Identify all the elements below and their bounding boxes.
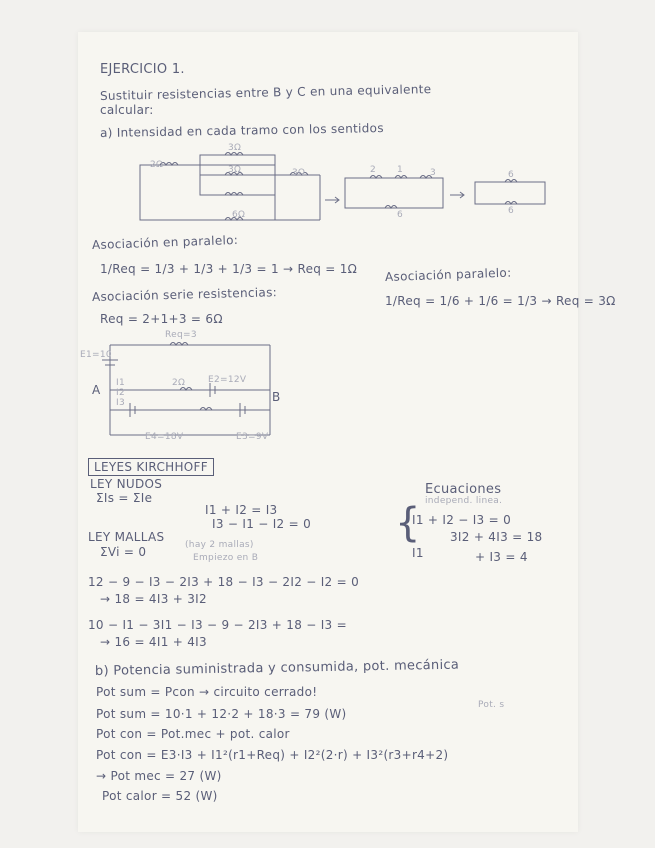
part-b-line-4: Pot con = E3·I3 + I1²(r1+Req) + I2²(2·r) + I3²(r3+r4+2) xyxy=(96,748,449,762)
equation-1: I1 + I2 − I3 = 0 xyxy=(412,513,512,527)
c2-req: Req=3 xyxy=(165,330,197,340)
c2-node-b: B xyxy=(272,390,281,404)
parallel1-heading: Asociación en paralelo: xyxy=(91,232,239,252)
node-eq-1: I1 + I2 = I3 xyxy=(205,503,278,517)
parallel2-heading: Asociación paralelo: xyxy=(384,265,512,284)
equations-brace: { xyxy=(395,500,421,546)
c1-r-mid: 3Ω xyxy=(228,165,242,175)
meshes-start: Empiezo en B xyxy=(193,553,259,563)
equation-3-b: + I3 = 4 xyxy=(475,550,528,564)
parallel2-formula: 1/Req = 1/6 + 1/6 = 1/3 → Req = 3Ω xyxy=(385,294,616,308)
part-b-line-6: Pot calor = 52 (W) xyxy=(102,789,218,803)
parallel1-formula: 1/Req = 1/3 + 1/3 + 1/3 = 1 → Req = 1Ω xyxy=(100,262,358,276)
c1-r-top: 3Ω xyxy=(228,143,242,153)
c2-i1: I1 xyxy=(116,378,125,388)
mesh1-line-1: 12 − 9 − I3 − 2I3 + 18 − I3 − 2I2 − I2 = 0 xyxy=(88,575,360,589)
kirchhoff-heading: LEYES KIRCHHOFF xyxy=(88,458,214,476)
intro-line-2: calcular: xyxy=(100,103,154,117)
c1-r-left: 2Ω xyxy=(150,160,164,170)
circuit-1-diagram xyxy=(130,140,590,230)
meshes-note: (hay 2 mallas) xyxy=(185,540,254,550)
nodes-rule: ΣIs = ΣIe xyxy=(96,491,153,505)
part-b-note-mec: Pot. s xyxy=(478,700,505,710)
c2-node-a: A xyxy=(92,383,101,397)
c2-e2: E2=12V xyxy=(208,375,247,385)
c1-r-right: 3Ω xyxy=(292,168,306,178)
equations-subtitle: independ. linea. xyxy=(425,496,503,506)
c1-s1-label-c: 3 xyxy=(430,168,437,178)
intro-line-1: Sustituir resistencias entre B y C en una equivalente xyxy=(99,82,432,103)
part-b-line-5: → Pot mec = 27 (W) xyxy=(96,769,222,783)
c1-s2-label-a: 6 xyxy=(508,170,515,180)
mesh2-line-1: 10 − I1 − 3I1 − I3 − 9 − 2I3 + 18 − I3 = xyxy=(88,618,347,632)
equation-3-a: I1 xyxy=(412,546,424,560)
c2-e3: E3=9V xyxy=(236,432,269,442)
equations-title: Ecuaciones xyxy=(425,482,502,497)
equation-2: 3I2 + 4I3 = 18 xyxy=(450,530,543,544)
c2-r2: 2Ω xyxy=(172,378,186,388)
mesh1-line-2: → 18 = 4I3 + 3I2 xyxy=(100,592,207,606)
c1-s1-label-a: 2 xyxy=(370,165,377,175)
c1-s1-label-d: 6 xyxy=(397,210,404,220)
part-b-line-3: Pot con = Pot.mec + pot. calor xyxy=(96,727,290,741)
c1-s2-label-b: 6 xyxy=(508,206,515,216)
nodes-title: LEY NUDOS xyxy=(90,477,163,491)
part-b-line-2: Pot sum = 10·1 + 12·2 + 18·3 = 79 (W) xyxy=(96,707,347,721)
c1-s1-label-b: 1 xyxy=(397,165,404,175)
node-eq-2: I3 − I1 − I2 = 0 xyxy=(212,517,312,531)
series-heading: Asociación serie resistencias: xyxy=(91,285,278,304)
series-formula: Req = 2+1+3 = 6Ω xyxy=(100,312,223,326)
part-b-line-1: Pot sum = Pcon → circuito cerrado! xyxy=(96,685,318,699)
c2-i3: I3 xyxy=(116,398,125,408)
mesh2-line-2: → 16 = 4I1 + 4I3 xyxy=(100,635,207,649)
part-b-heading: b) Potencia suministrada y consumida, pot. mecánica xyxy=(94,657,460,679)
c2-e4: E4=18V xyxy=(145,432,184,442)
meshes-rule: ΣVi = 0 xyxy=(100,545,147,559)
c2-i2: I2 xyxy=(116,388,125,398)
part-a-heading: a) Intensidad en cada tramo con los sentidos xyxy=(99,121,384,140)
meshes-title: LEY MALLAS xyxy=(88,530,165,544)
exercise-title: EJERCICIO 1. xyxy=(100,62,185,77)
c1-r-bottom: 6Ω xyxy=(232,210,246,220)
c2-e1: E1=10 xyxy=(80,350,112,360)
